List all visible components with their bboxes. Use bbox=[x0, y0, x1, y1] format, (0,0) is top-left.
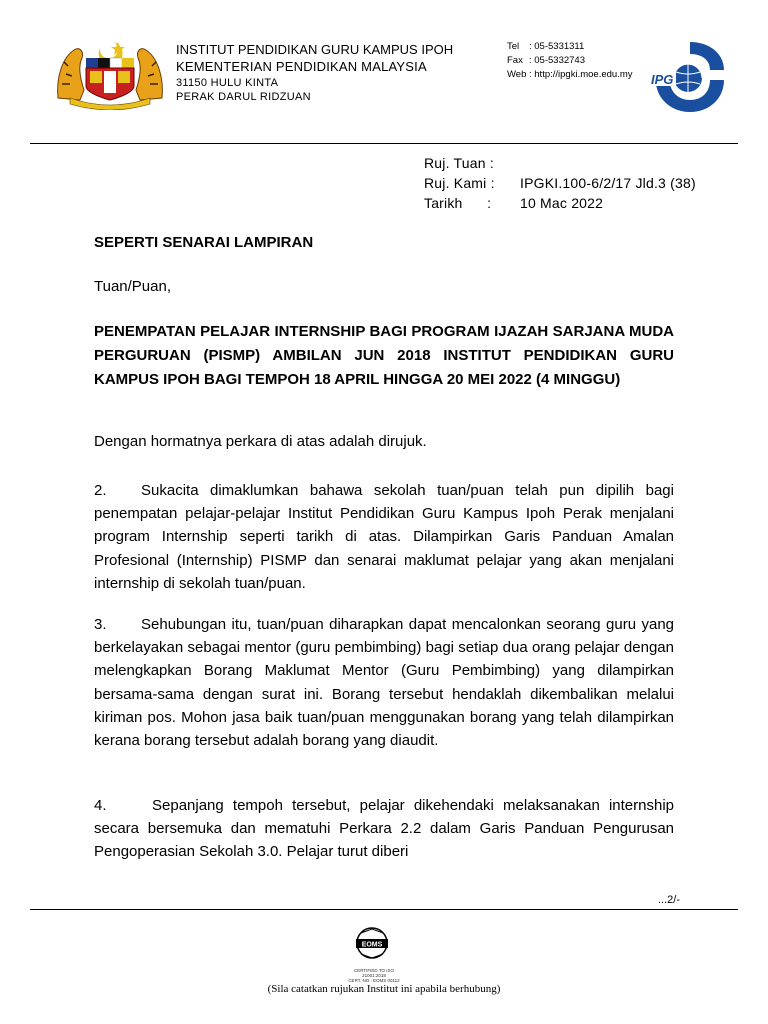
ministry-name: KEMENTERIAN PENDIDIKAN MALAYSIA bbox=[176, 59, 427, 74]
our-reference bbox=[424, 175, 696, 191]
footer-note: (Sila catatkan rujukan Institut ini apabila berhubung) bbox=[267, 983, 501, 995]
contact-tel bbox=[507, 41, 584, 52]
cert-line-1: CERTIFIED TO ISO 21001:2018 bbox=[353, 968, 394, 978]
our-ref-label: Ruj. Kami : bbox=[424, 175, 495, 191]
eoms-label: EOMS bbox=[361, 941, 383, 949]
header-divider bbox=[30, 143, 738, 144]
letter-date bbox=[424, 195, 603, 211]
contact-fax bbox=[507, 55, 585, 66]
tel-value: : 05-5331311 bbox=[529, 41, 585, 52]
paragraph-text: Sukacita dimaklumkan bahawa sekolah tuan/puan telah pun dipilih bagi penempatan pelajar-pelajar Institut Pendidikan Guru Kampus Ipoh Perak menjalani program Internship seperti tarikh di atas. Dilampirkan Garis Panduan Amalan Profesional (Internship) PISMP dan senarai maklumat pelajar yang akan menjalani internship di sekolah tuan/puan. bbox=[94, 482, 674, 592]
fax-value: : 05-5332743 bbox=[529, 55, 585, 66]
paragraph-3 bbox=[94, 613, 674, 752]
fax-label: Fax bbox=[507, 55, 523, 66]
salutation: Tuan/Puan, bbox=[94, 278, 171, 295]
our-ref-value: IPGKI.100-6/2/17 Jld.3 (38) bbox=[520, 175, 696, 191]
their-reference bbox=[424, 155, 520, 171]
ipg-logo-text: IPG bbox=[651, 72, 674, 87]
coat-of-arms-icon bbox=[54, 38, 166, 110]
web-link[interactable]: : http://ipgki.moe.edu.my bbox=[529, 69, 633, 80]
paragraph-number: 2. bbox=[94, 482, 107, 499]
paragraph-number: 3. bbox=[94, 616, 107, 633]
footer-divider bbox=[30, 909, 738, 910]
contact-web bbox=[507, 69, 633, 80]
certification-text bbox=[344, 968, 404, 983]
web-label: Web bbox=[507, 69, 527, 80]
institute-name: INSTITUT PENDIDIKAN GURU KAMPUS IPOH bbox=[176, 42, 454, 57]
address-line-2: PERAK DARUL RIDZUAN bbox=[176, 91, 311, 103]
date-label: Tarikh : bbox=[424, 195, 492, 211]
their-ref-label: Ruj. Tuan : bbox=[424, 155, 494, 171]
cert-line-2: CERT. NO.: EOMS 00112 bbox=[348, 978, 400, 983]
page-continuation: ...2/- bbox=[658, 894, 681, 906]
paragraph-4 bbox=[94, 794, 674, 866]
letter-subject: PENEMPATAN PELAJAR INTERNSHIP BAGI PROGRAM IJAZAH SARJANA MUDA PERGURUAN (PISMP) AMBILAN JUN 2018 INSTITUT PENDIDIKAN GURU KAMPUS IPOH BAGI TEMPOH 18 APRIL HINGGA 20 MEI 2022 (4 MINGGU) bbox=[94, 323, 674, 388]
paragraph-number: 4. bbox=[94, 797, 107, 814]
tel-label: Tel bbox=[507, 41, 520, 52]
eoms-certification-icon bbox=[347, 925, 397, 965]
recipient: SEPERTI SENARAI LAMPIRAN bbox=[94, 234, 314, 251]
paragraph-text: Sehubungan itu, tuan/puan diharapkan dapat mencalonkan seorang guru yang berkelayakan sebagai mentor (guru pembimbing) bagi setiap dua orang pelajar dengan melengkapkan Borang Maklumat Mentor (Guru Pembimbing) yang dilampirkan bersama-sama dengan surat ini. Borang tersebut hendaklah dikembalikan melalui kiriman pos. Mohon jasa baik tuan/puan menggunakan borang yang telah dilampirkan kerana borang tersebut adalah borang yang diaudit. bbox=[94, 616, 674, 750]
paragraph-text: Sepanjang tempoh tersebut, pelajar dikehendaki melaksanakan internship secara bersemuka dan mematuhi Perkara 2.2 dalam Garis Panduan Pengurusan Pengoperasian Sekolah 3.0. Pelajar turut diberi bbox=[94, 797, 674, 861]
paragraph-2 bbox=[94, 479, 674, 595]
ipg-logo-icon bbox=[650, 40, 726, 114]
intro-paragraph: Dengan hormatnya perkara di atas adalah dirujuk. bbox=[94, 433, 427, 450]
address-line-1: 31150 HULU KINTA bbox=[176, 77, 279, 89]
date-value: 10 Mac 2022 bbox=[520, 195, 604, 211]
